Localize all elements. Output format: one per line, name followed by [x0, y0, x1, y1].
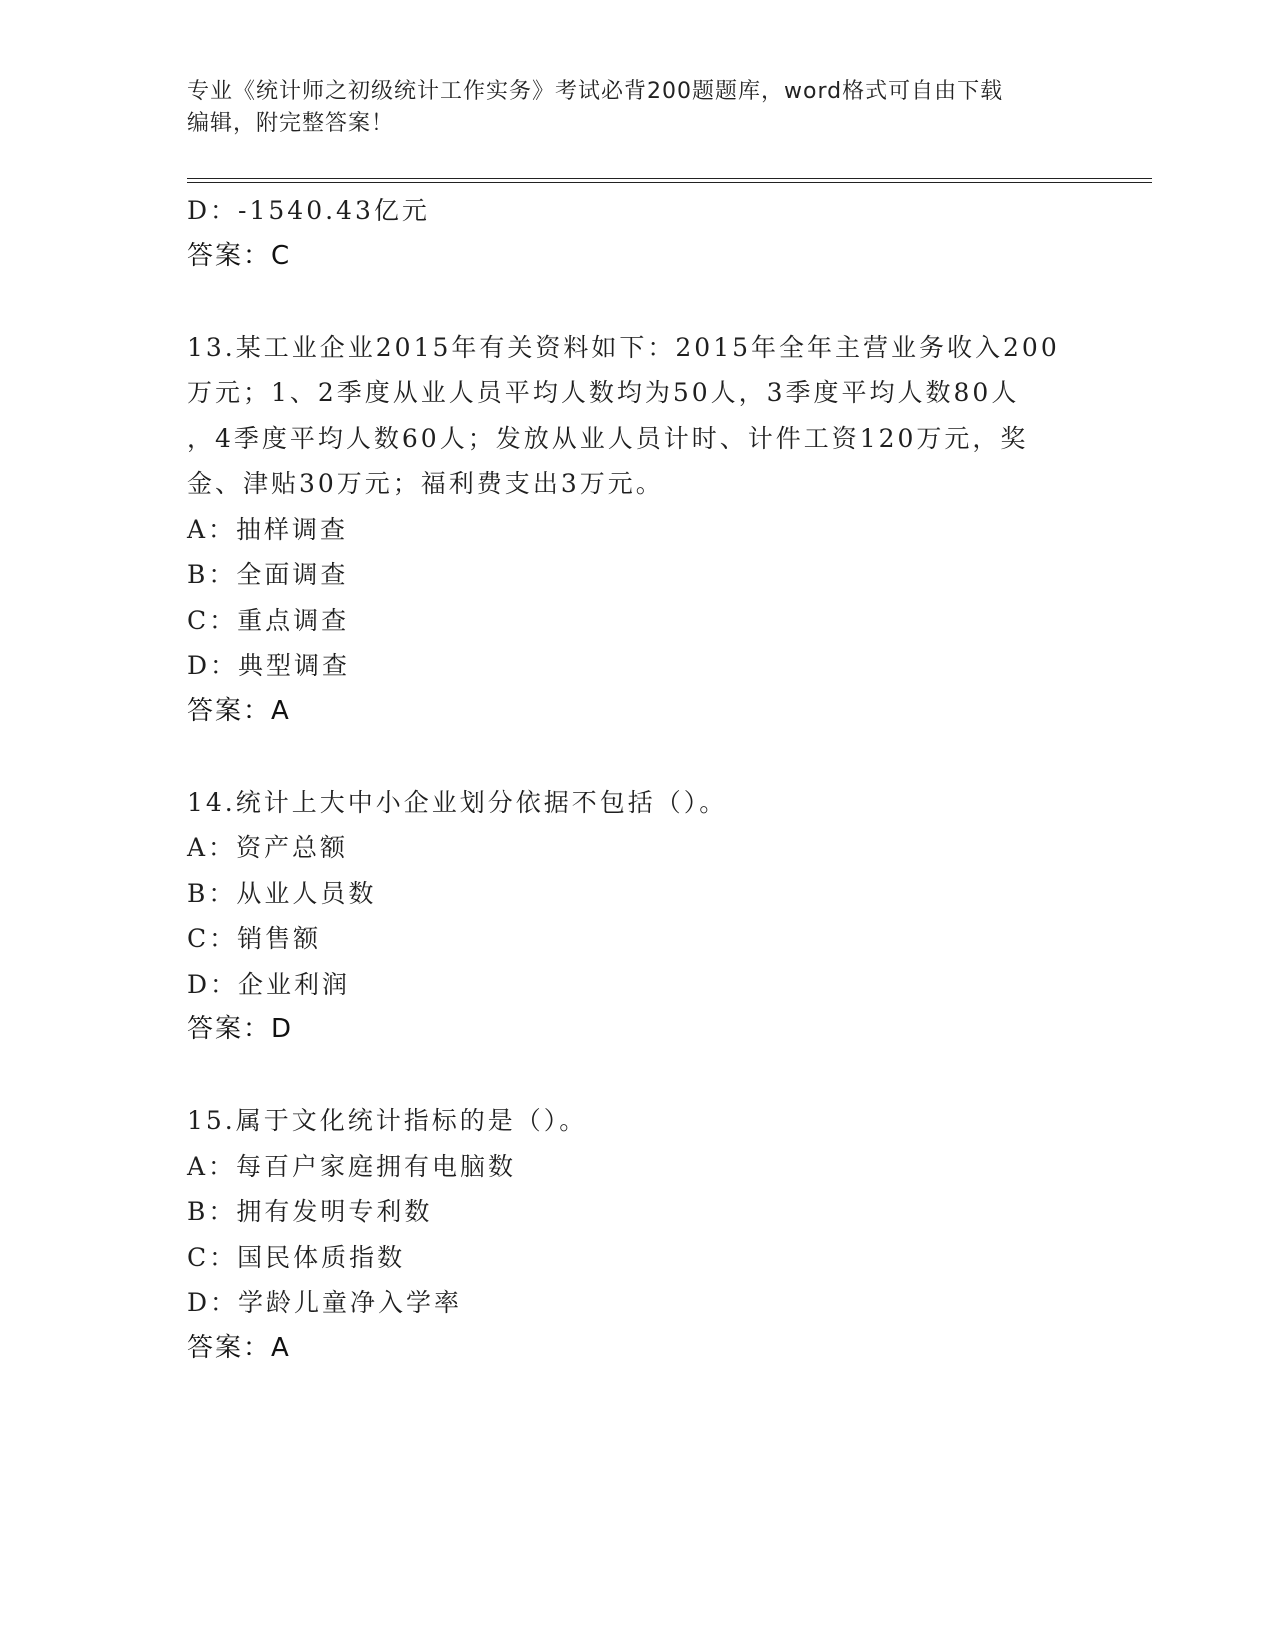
question-line: 15.属于文化统计指标的是（）。	[187, 1106, 588, 1135]
option-c: C：销售额	[187, 924, 322, 953]
question-content	[187, 188, 1067, 1371]
answer: 答案：D	[187, 1014, 294, 1044]
question-line: 金、津贴30万元；福利费支出3万元。	[187, 469, 664, 498]
option-b: B：全面调查	[187, 560, 349, 589]
option-d: D：-1540.43亿元	[187, 196, 430, 225]
spacer	[187, 1053, 1067, 1099]
option-c: C：重点调查	[187, 605, 350, 635]
option-d: D：学龄儿童净入学率	[187, 1288, 463, 1317]
option-d: D：企业利润	[187, 969, 351, 999]
header-rule	[187, 178, 1152, 183]
document-page	[187, 0, 1152, 1650]
option-b: B：拥有发明专利数	[187, 1197, 433, 1226]
question-line: ，4季度平均人数60人；发放从业人员计时、计件工资120万元，奖	[187, 423, 1029, 453]
question-line: 万元；1、2季度从业人员平均人数均为50人，3季度平均人数80人	[187, 378, 1020, 407]
question-line: 14.统计上大中小企业划分依据不包括（）。	[187, 787, 728, 817]
header-line-1: 专业《统计师之初级统计工作实务》考试必背200题题库，word格式可自由下载	[187, 79, 1004, 104]
spacer	[187, 734, 1067, 780]
option-c: C：国民体质指数	[187, 1242, 406, 1272]
header-line-2: 编辑，附完整答案！	[187, 111, 395, 136]
page-header	[187, 76, 1087, 140]
question-text	[187, 780, 1067, 826]
answer: 答案：C	[187, 240, 292, 271]
option-b: B：从业人员数	[187, 878, 377, 908]
question-text	[187, 1098, 1067, 1144]
option-a: A：抽样调查	[187, 514, 349, 544]
option-a: A：资产总额	[187, 833, 349, 862]
spacer	[187, 279, 1067, 325]
question-line: 13.某工业企业2015年有关资料如下：2015年全年主营业务收入200	[187, 332, 1060, 362]
option-a: A：每百户家庭拥有电脑数	[187, 1151, 517, 1181]
option-d: D：典型调查	[187, 651, 351, 680]
answer: 答案：A	[187, 695, 291, 726]
question-text	[187, 325, 1067, 507]
answer: 答案：A	[187, 1332, 291, 1363]
